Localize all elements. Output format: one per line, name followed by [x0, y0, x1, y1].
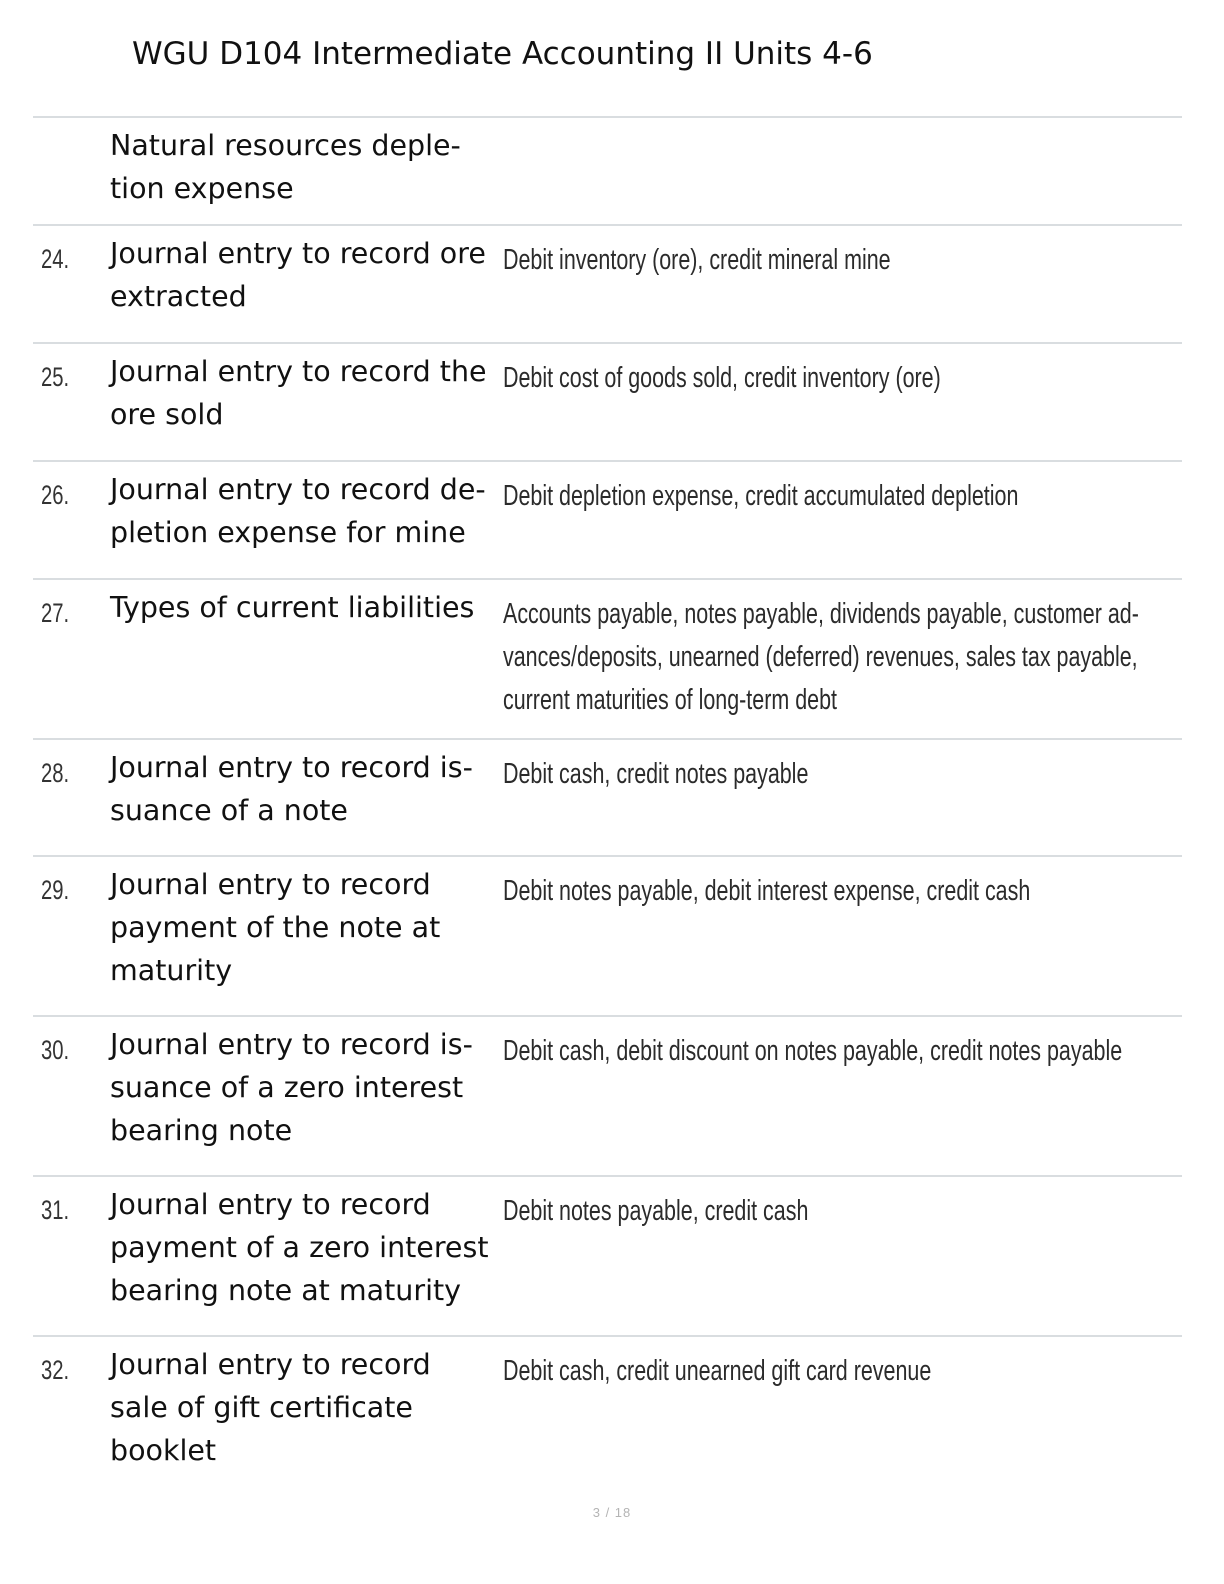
row-term: Journal entry to record is- suance of a zero interest bearing note [110, 1028, 473, 1147]
document-title: WGU D104 Intermediate Accounting II Units 4-6 [132, 36, 873, 72]
row-number: 25. [41, 362, 70, 392]
row-number: 31. [41, 1195, 70, 1225]
row-number: 30. [41, 1035, 70, 1065]
row-definition: Accounts payable, notes payable, dividends payable, customer ad- vances/deposits, unearned (deferred) revenues, sales tax payable, current maturities of long-term debt [503, 598, 1139, 716]
table-row [33, 344, 1182, 462]
row-number: 29. [41, 875, 70, 905]
table-row [33, 1337, 1182, 1487]
table-row [33, 226, 1182, 344]
row-term: Journal entry to record ore extracted [110, 237, 486, 313]
table-row [33, 857, 1182, 1017]
row-definition: Debit notes payable, credit cash [503, 1195, 809, 1227]
table-row [33, 462, 1182, 580]
table-row [33, 1177, 1182, 1337]
row-term: Journal entry to record sale of gift certificate booklet [110, 1348, 431, 1467]
row-term: Journal entry to record de- pletion expense for mine [110, 473, 486, 549]
row-term: Journal entry to record the ore sold [110, 355, 487, 431]
table-row [33, 1017, 1182, 1177]
row-definition: Debit cash, credit unearned gift card revenue [503, 1355, 932, 1387]
row-definition: Debit cash, credit notes payable [503, 758, 809, 790]
flashcard-table [33, 116, 1182, 1487]
row-definition: Debit cash, debit discount on notes payable, credit notes payable [503, 1035, 1123, 1067]
row-term: Journal entry to record payment of a zero interest bearing note at maturity [110, 1188, 489, 1307]
row-number: 26. [41, 480, 70, 510]
row-number: 32. [41, 1355, 70, 1385]
row-number: 28. [41, 758, 70, 788]
row-number: 24. [41, 244, 70, 274]
row-term: Journal entry to record is- suance of a note [110, 751, 473, 827]
row-term: Natural resources deple- tion expense [110, 129, 461, 205]
row-term: Journal entry to record payment of the note at maturity [110, 868, 441, 987]
table-row [33, 118, 1182, 226]
row-definition: Debit inventory (ore), credit mineral mine [503, 244, 891, 276]
row-definition: Debit notes payable, debit interest expense, credit cash [503, 875, 1031, 907]
table-row [33, 580, 1182, 740]
row-definition: Debit cost of goods sold, credit inventory (ore) [503, 362, 941, 394]
table-row [33, 740, 1182, 857]
row-term: Types of current liabilities [110, 591, 475, 624]
page-number: 3 / 18 [592, 1505, 632, 1520]
row-number: 27. [41, 598, 70, 628]
row-definition: Debit depletion expense, credit accumulated depletion [503, 480, 1019, 512]
